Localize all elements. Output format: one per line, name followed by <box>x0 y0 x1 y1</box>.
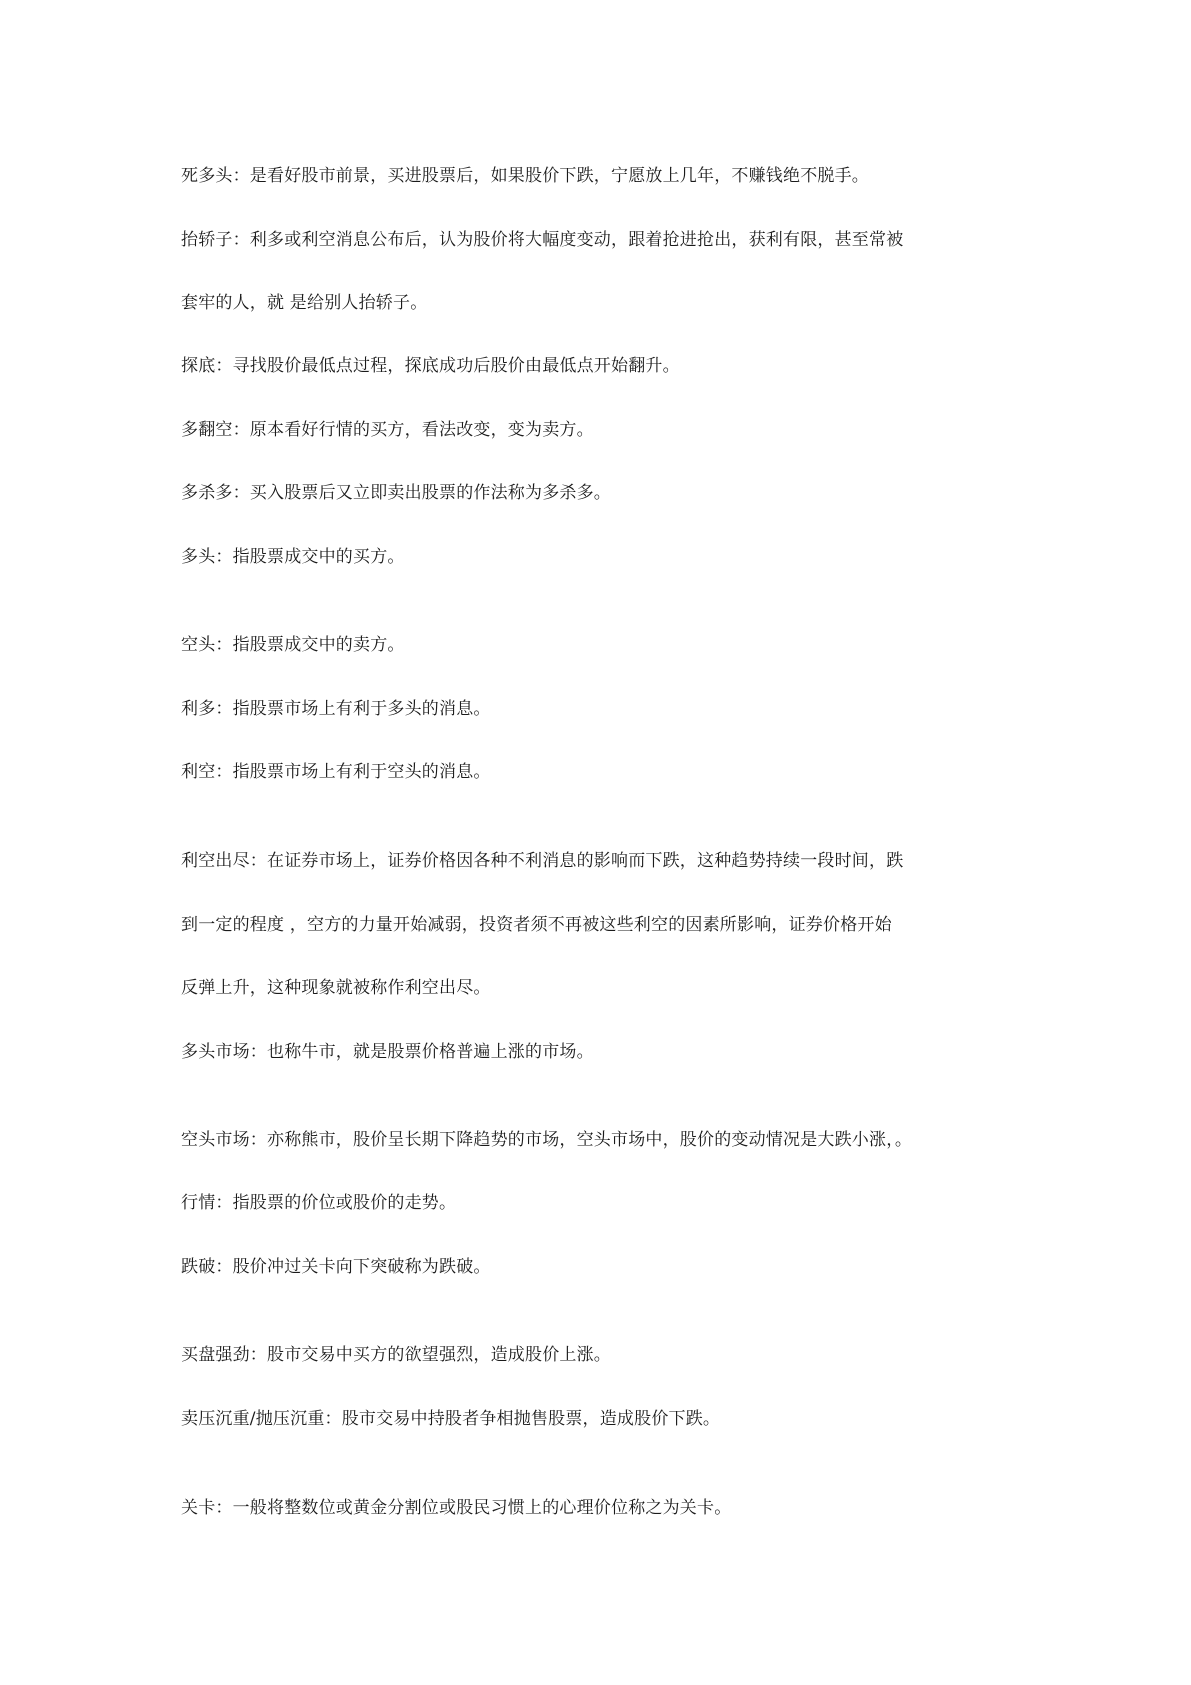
glossary-line-guan-ka: 关卡：一般将整数位或黄金分割位或股民习惯上的心理价位称之为关卡。 <box>181 1498 732 1518</box>
glossary-line-hang-qing: 行情：指股票的价位或股价的走势。 <box>181 1193 457 1213</box>
glossary-line-mai-pan-qiang-jin: 买盘强劲：股市交易中买方的欲望强烈，造成股价上涨。 <box>181 1345 611 1365</box>
glossary-line-tai-jiao-zi-cont: 套牢的人，就 是给别人抬轿子。 <box>181 293 428 313</box>
glossary-line-li-duo: 利多：指股票市场上有利于多头的消息。 <box>181 699 491 719</box>
glossary-line-tan-di: 探底：寻找股价最低点过程，探底成功后股价由最低点开始翻升。 <box>181 356 680 376</box>
glossary-line-duo-fan-kong: 多翻空：原本看好行情的买方，看法改变，变为卖方。 <box>181 420 594 440</box>
glossary-line-duo-tou-shi-chang: 多头市场：也称牛市，就是股票价格普遍上涨的市场。 <box>181 1042 594 1062</box>
glossary-line-kong-tou-shi-chang: 空头市场：亦称熊市，股价呈长期下降趋势的市场，空头市场中，股价的变动情况是大跌小涨，。 <box>181 1130 913 1150</box>
glossary-line-li-kong-chu-jin-cont2: 反弹上升，这种现象就被称作利空出尽。 <box>181 978 491 998</box>
glossary-line-duo-sha-duo: 多杀多：买入股票后又立即卖出股票的作法称为多杀多。 <box>181 483 611 503</box>
glossary-line-tai-jiao-zi: 抬轿子：利多或利空消息公布后，认为股价将大幅度变动，跟着抢进抢出，获利有限，甚至常被 <box>181 230 904 250</box>
glossary-line-die-po: 跌破：股价冲过关卡向下突破称为跌破。 <box>181 1257 491 1277</box>
glossary-line-li-kong: 利空：指股票市场上有利于空头的消息。 <box>181 762 491 782</box>
glossary-line-kong-tou: 空头：指股票成交中的卖方。 <box>181 635 405 655</box>
glossary-line-si-duo-tou: 死多头：是看好股市前景，买进股票后，如果股价下跌，宁愿放上几年，不赚钱绝不脱手。 <box>181 166 869 186</box>
glossary-line-duo-tou: 多头：指股票成交中的买方。 <box>181 547 405 567</box>
glossary-line-li-kong-chu-jin-cont1: 到一定的程度 ，空方的力量开始减弱，投资者须不再被这些利空的因素所影响，证券价格开始 <box>181 915 892 935</box>
glossary-line-mai-ya-chen-zhong: 卖压沉重/抛压沉重：股市交易中持股者争相抛售股票，造成股价下跌。 <box>181 1409 721 1429</box>
glossary-line-li-kong-chu-jin: 利空出尽：在证券市场上，证券价格因各种不利消息的影响而下跌，这种趋势持续一段时间，跌 <box>181 851 904 871</box>
